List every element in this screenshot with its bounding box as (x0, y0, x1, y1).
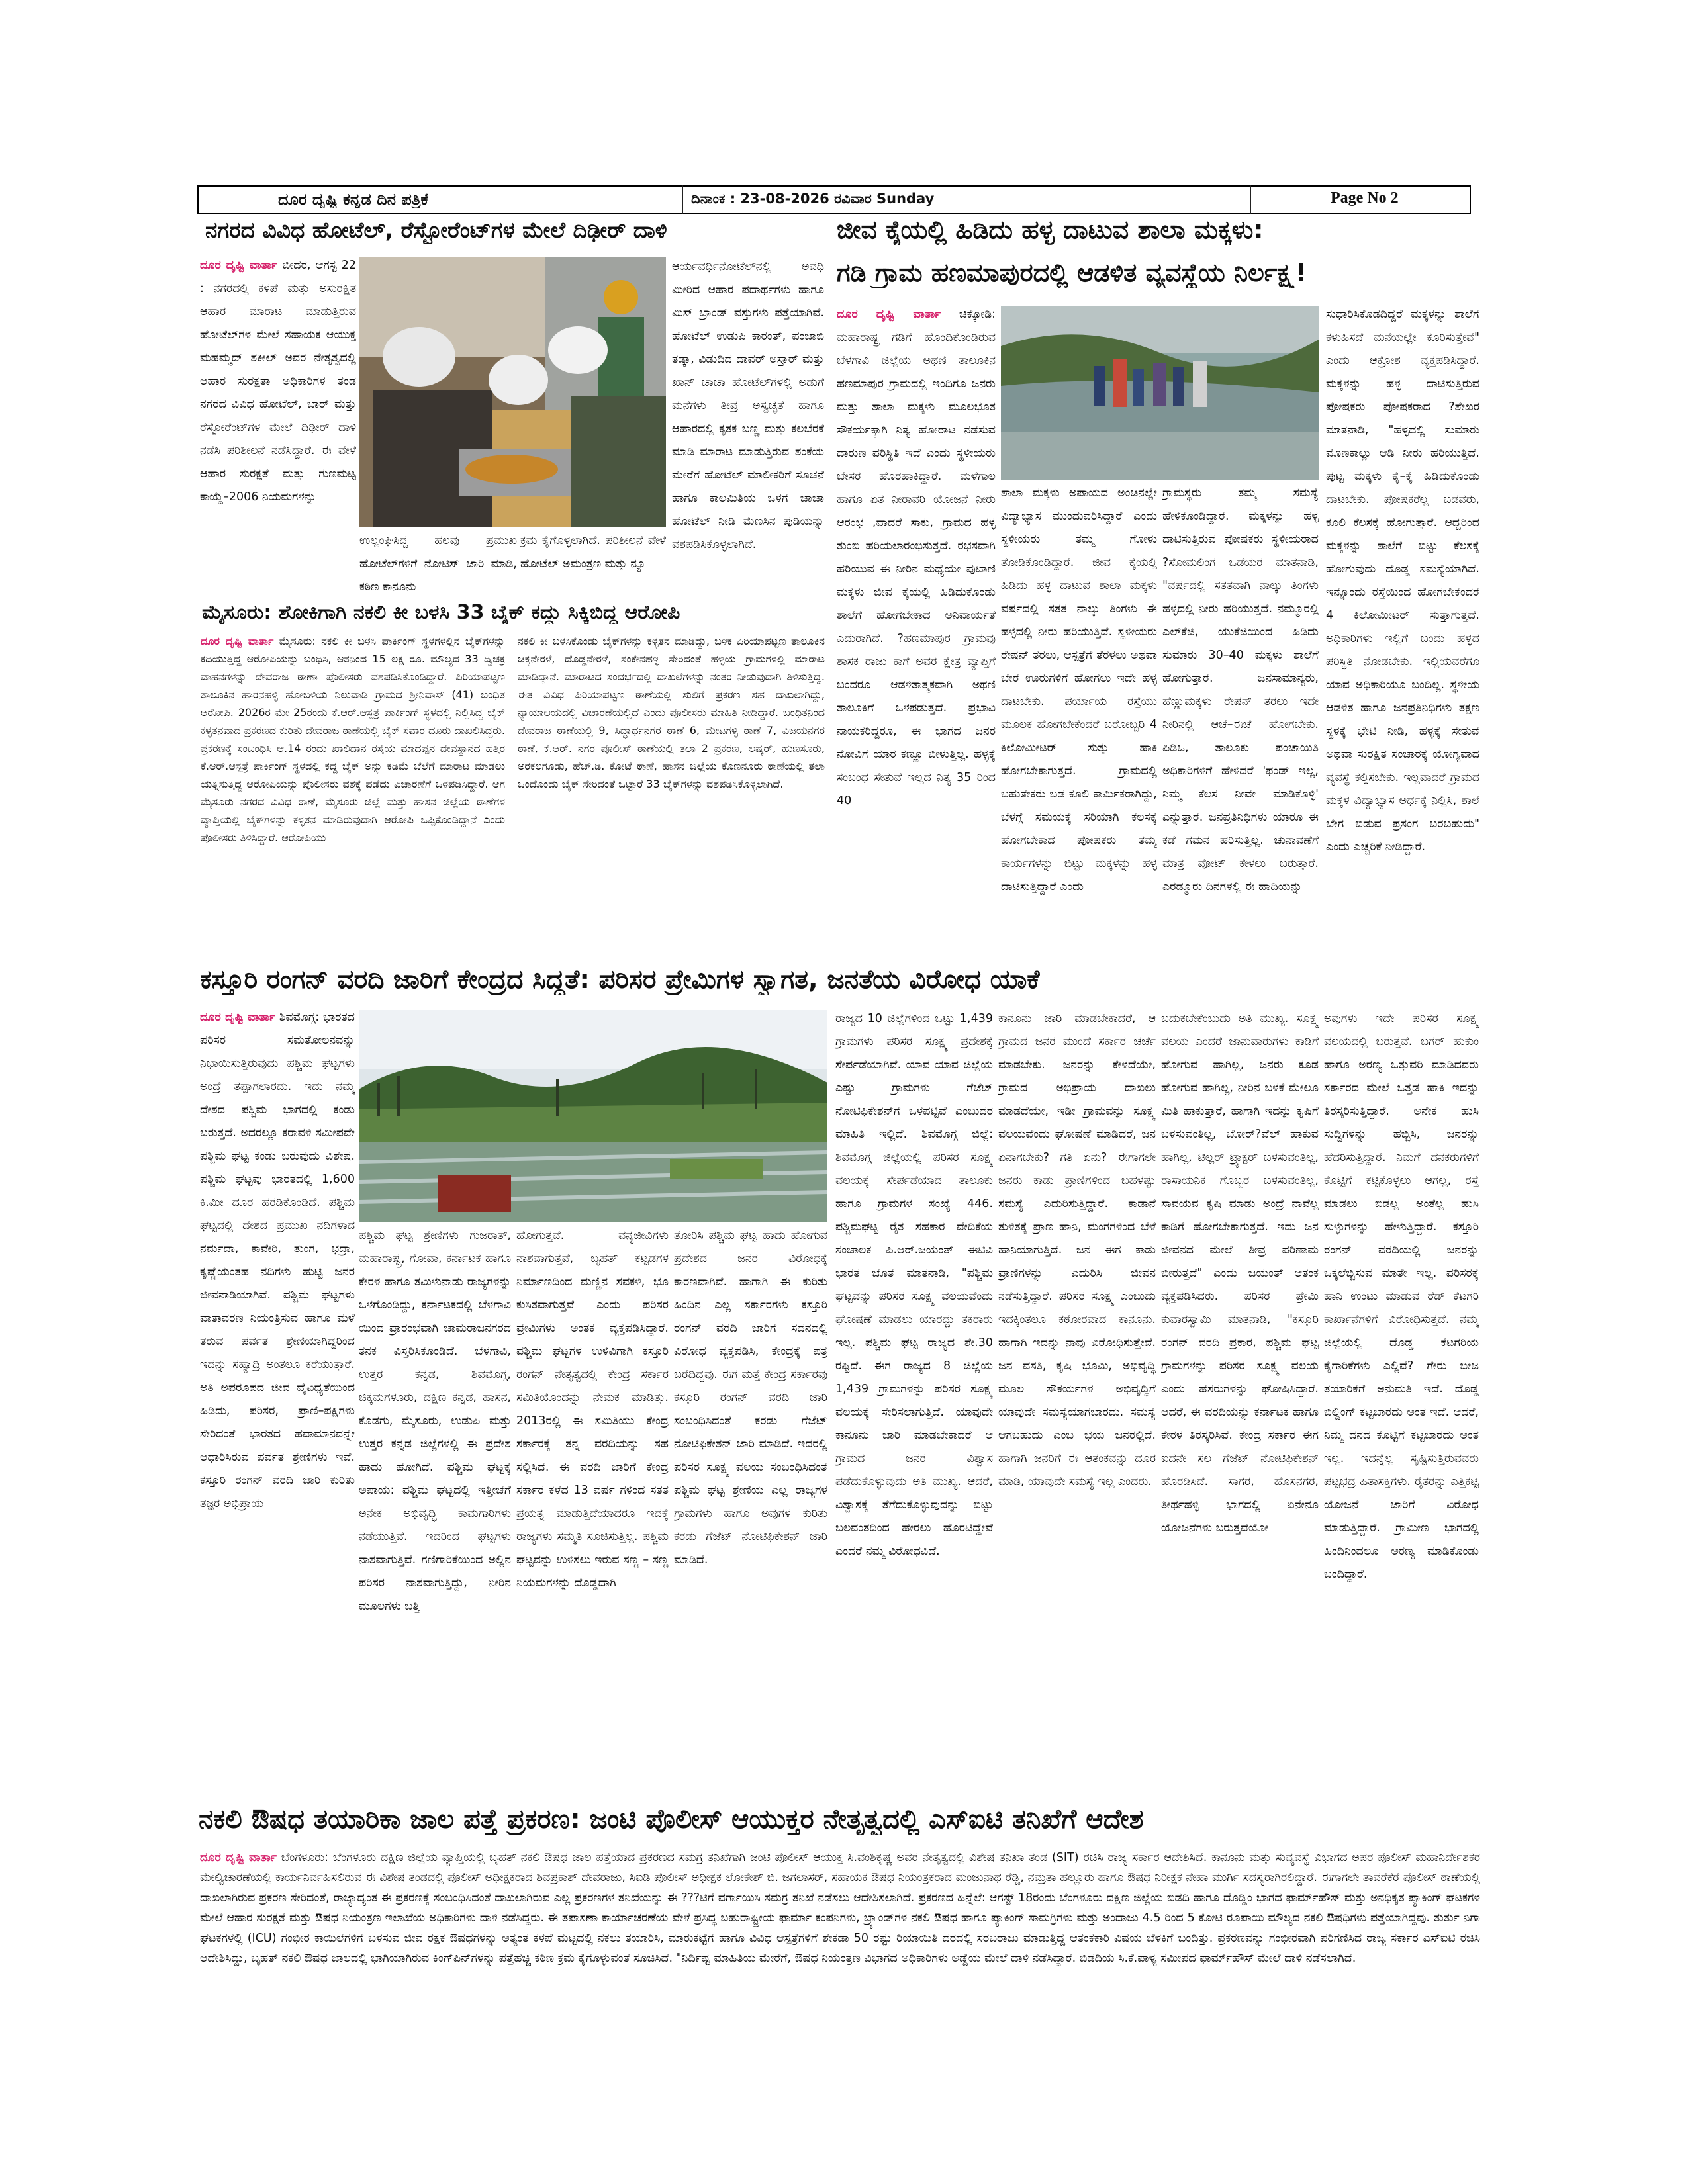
headline-bike-theft: ಮೈಸೂರು: ಶೋಕಿಗಾಗಿ ನಕಲಿ ಕೀ ಬಳಸಿ 33 ಬೈಕ್ ಕದ್ದು ಸಿಕ್ಕಿಬಿದ್ದ ಆರೋಪಿ (202, 601, 680, 624)
masthead-divider-1 (682, 185, 683, 214)
article1-col3: ಕ್ರಮ ಕೈಗೊಳ್ಳಲಾಗಿದೆ. ಪರಿಶೀಲನೆ ವೇಳೆ ಹೋಟೆಲ್ ಅಮಂತ್ರಣ ಮತ್ತು ನ್ಯೂ (520, 534, 666, 570)
article4-col1: ದೂರ ದೃಷ್ಟಿ ವಾರ್ತಾ ಶಿವಮೊಗ್ಗ: ಭಾರತದ ಪರಿಸರ ಸಮತೋಲನವನ್ನು ನಿಭಾಯಿಸುತ್ತಿರುವುದು ಪಶ್ಚಿಮ ಘಟ್ಟಗಳು ಅಂದ್ರೆ ತಪ್ಪಾಗಲಾರದು. ಇದು ನಮ್ಮ ದೇಶದ ಪಶ್ಚಿಮ ಭಾಗದಲ್ಲಿ ಕಂಡು ಬರುತ್ತದೆ. ಅದರಲ್ಲೂ ಕರಾವಳಿ ಸಮೀಪವೇ ಪಶ್ಚಿಮ ಘಟ್ಟ ಕಂಡು ಬರುವುದು ವಿಶೇಷ. ಪಶ್ಚಿಮ ಘಟ್ಟವು ಭಾರತದಲ್ಲಿ 1,600 ಕಿ.ಮೀ ದೂರ ಹರಡಿಕೊಂಡಿದೆ. ಪಶ್ಚಿಮ ಘಟ್ಟದಲ್ಲಿ ದೇಶದ ಪ್ರಮುಖ ನದಿಗಳಾದ ನರ್ಮದಾ, ಕಾವೇರಿ, ತುಂಗ, ಭದ್ರಾ, ಕೃಷ್ಣೆಯಂತಹ ನದಿಗಳು ಹುಟ್ಟಿ ಜನರ ಜೀವನಾಡಿಯಾಗಿವೆ. ಪಶ್ಚಿಮ ಘಟ್ಟಗಳು ವಾತಾವರಣ ನಿಯಂತ್ರಿಸುವ ಹಾಗೂ ಮಳೆ ತರುವ ಪರ್ವತ ಶ್ರೇಣಿಯಾಗಿದ್ದರಿಂದ ಇದನ್ನು ಸಹ್ಯಾದ್ರಿ ಅಂತಲೂ ಕರೆಯುತ್ತಾರೆ. ಅತಿ ಅಪರೂಪದ ಜೀವ ವೈವಿಧ್ಯತೆಯಿಂದ ಹಿಡಿದು, ಪರಿಸರ, ಪ್ರಾಣಿ–ಪಕ್ಷಿಗಳು ಸೇರಿದಂತೆ ಭಾರತದ ಹವಾಮಾನವನ್ನೇ ಆಧಾರಿಸಿರುವ ಪರ್ವತ ಶ್ರೇಣಿಗಳು ಇವೆ. ಕಸ್ತೂರಿ ರಂಗನ್ ವರದಿ ಜಾರಿ ಕುರಿತು ತಜ್ಞರ ಅಭಿಪ್ರಾಯ (200, 1011, 355, 1510)
headline-hotel-raid: ನಗರದ ವಿವಿಧ ಹೋಟೆಲ್, ರೆಸ್ಟೋರೆಂಟ್‌ಗಳ ಮೇಲೆ ದಿಢೀರ್ ದಾಳಿ (205, 217, 667, 243)
article4-col2: ಪಶ್ಚಿಮ ಘಟ್ಟ ಶ್ರೇಣಿಗಳು ಗುಜರಾತ್, ಮಹಾರಾಷ್ಟ್ರ, ಗೋವಾ, ಕರ್ನಾಟಕ ಹಾಗೂ ಕೇರಳ ಹಾಗೂ ತಮಿಳುನಾಡು ರಾಜ್ಯಗಳನ್ನು ಒಳಗೊಂಡಿದ್ದು, ಕರ್ನಾಟಕದಲ್ಲಿ ಬೆಳಗಾವಿ ಯಿಂದ ಪ್ರಾರಂಭವಾಗಿ ಚಾಮರಾಜನಗರದ ತನಕ ವಿಸ್ತರಿಸಿಕೊಂಡಿದೆ. ಬೆಳಗಾವಿ, ಉತ್ತರ ಕನ್ನಡ, ಶಿವಮೊಗ್ಗ, ಚಿಕ್ಕಮಗಳೂರು, ದಕ್ಷಿಣ ಕನ್ನಡ, ಹಾಸನ, ಕೊಡಗು, ಮೈಸೂರು, ಉಡುಪಿ ಮತ್ತು ಉತ್ತರ ಕನ್ನಡ ಜಿಲ್ಲೆಗಳಲ್ಲಿ ಈ ಪ್ರದೇಶ ಹಾದು ಹೋಗಿದೆ. ಪಶ್ಚಿಮ ಘಟ್ಟಕ್ಕೆ ಅಪಾಯ: ಪಶ್ಚಿಮ ಘಟ್ಟದಲ್ಲಿ ಇತ್ತೀಚೆಗೆ ಅನೇಕ ಅಭಿವೃದ್ಧಿ ಕಾಮಗಾರಿಗಳು ನಡೆಯುತ್ತಿವೆ. ಇದರಿಂದ ಘಟ್ಟಗಳು ನಾಶವಾಗುತ್ತಿವೆ. ಗಣಿಗಾರಿಕೆಯಿಂದ ಅಲ್ಲಿನ ಪರಿಸರ ನಾಶವಾಗುತ್ತಿದ್ದು, ನೀರಿನ ಮೂಲಗಳು ಬತ್ತಿ (359, 1229, 511, 1613)
article3-col3: ಗ್ರಾಮಸ್ಥರು ತಮ್ಮ ಸಮಸ್ಯೆ ಹೇಳಿಕೊಂಡಿದ್ದಾರೆ. ಮಕ್ಕಳನ್ನು ಹಳ್ಳ ದಾಟಿಸುತ್ತಿರುವ ಪೋಷಕರು ಸ್ಥಳೀಯರಾದ ?ಸೋಮಲಿಂಗ ಒಡೆಯರ ಮಾತನಾಡಿ, "ವರ್ಷದಲ್ಲಿ ಸತತವಾಗಿ ನಾಲ್ಕು ತಿಂಗಳು ಹಳ್ಳದಲ್ಲಿ ನೀರು ಹರಿಯುತ್ತದೆ. ನಮ್ಮೂರಲ್ಲಿ ಎಲ್‌ಕೆಜಿ, ಯುಕೆಜಿಯಿಂದ ಹಿಡಿದು ಸುಮಾರು 30–40 ಮಕ್ಕಳು ಶಾಲೆಗೆ ಹೋಗುತ್ತಾರೆ. ಜನಸಾಮಾನ್ಯರು, ಹೆಣ್ಣುಮಕ್ಕಳು ರೇಷನ್ ತರಲು ಇದೇ ನೀರಿನಲ್ಲಿ ಆಚೆ–ಈಚೆ ಹೋಗಬೇಕು. ಪಿಡಿಒ, ತಾಲೂಕು ಪಂಚಾಯಿತಿ ಅಧಿಕಾರಿಗಳಿಗೆ ಹೇಳಿದರೆ 'ಫಂಡ್ ಇಲ್ಲ, ನಿಮ್ಮ ಕೆಲಸ ನೀವೇ ಮಾಡಿಕೊಳ್ಳಿ' ಎನ್ನುತ್ತಾರೆ. ಜನಪ್ರತಿನಿಧಿಗಳು ಯಾರೂ ಈ ಕಡೆ ಗಮನ ಹರಿಸುತ್ತಿಲ್ಲ. ಚುನಾವಣೆಗೆ ಮಾತ್ರ ವೋಟ್ ಕೇಳಲು ಬರುತ್ತಾರೆ. ಎರಡ್ಮೂರು ದಿನಗಳಲ್ಲಿ ಈ ಹಾದಿಯನ್ನು (1162, 486, 1319, 893)
article1-col4: ಆರ್ಯವರ್ಧಿನೋಟೆಲ್‌ನಲ್ಲಿ ಅವಧಿ ಮೀರಿದ ಆಹಾರ ಪದಾರ್ಥಗಳು ಹಾಗೂ ಮಿಸ್ ಬ್ರಾಂಡ್ ವಸ್ತುಗಳು ಪತ್ತೆಯಾಗಿವೆ. ಹೋಟೆಲ್ ಉಡುಪಿ ಕಾರಂತ್, ಪಂಜಾಬಿ ತಡ್ಕಾ, ವಿಡುದಿದ ದಾವರ್ ಅಸ್ತಾರ್ ಮತ್ತು ಖಾನ್ ಚಾಚಾ ಹೋಟೆಲ್‌ಗಳಲ್ಲಿ ಅಡುಗೆ ಮನೆಗಳು ತೀವ್ರ ಅಸ್ವಚ್ಛತೆ ಹಾಗೂ ಆಹಾರದಲ್ಲಿ ಕೃತಕ ಬಣ್ಣ ಮತ್ತು ಕಲಬೆರಕೆ ಮಾಡಿ ಮಾರಾಟ ಮಾಡುತ್ತಿರುವ ಶಂಕೆಯ ಮೇರೆಗೆ ಹೋಟೆಲ್ ಮಾಲೀಕರಿಗೆ ಸೂಚನೆ ಹಾಗೂ ಕಾಲಮಿತಿಯ ಒಳಗೆ ಚಾಚಾ ಹೋಟೆಲ್ ನೀಡಿ ಮೆಣಸಿನ ಪುಡಿಯನ್ನು ವಶಪಡಿಸಿಕೊಳ್ಳಲಾಗಿದೆ. (672, 260, 824, 551)
headline-school-children-line1: ಜೀವ ಕೈಯಲ್ಲಿ ಹಿಡಿದು ಹಳ್ಳ ದಾಟುವ ಶಾಲಾ ಮಕ್ಕಳು: (837, 215, 1264, 244)
article3-col1: ದೂರ ದೃಷ್ಟಿ ವಾರ್ತಾ ಚಿಕ್ಕೋಡಿ: ಮಹಾರಾಷ್ಟ್ರ ಗಡಿಗೆ ಹೊಂದಿಕೊಂಡಿರುವ ಬೆಳಗಾವಿ ಜಿಲ್ಲೆಯ ಅಥಣಿ ತಾಲೂಕಿನ ಹಣಮಾಪುರ ಗ್ರಾಮದಲ್ಲಿ ಇಂದಿಗೂ ಜನರು ಮತ್ತು ಶಾಲಾ ಮಕ್ಕಳು ಮೂಲಭೂತ ಸೌಕರ್ಯಕ್ಕಾಗಿ ನಿತ್ಯ ಹೋರಾಟ ನಡೆಸುವ ದಾರುಣ ಪರಿಸ್ಥಿತಿ ಇದೆ ಎಂದು ಸ್ಥಳೀಯರು ಬೇಸರ ಹೊರಹಾಕಿದ್ದಾರೆ. ಮಳೆಗಾಲ ಹಾಗೂ ಏತ ನೀರಾವರಿ ಯೋಜನೆ ನೀರು ಆರಂಭ ,ವಾದರೆ ಸಾಕು, ಗ್ರಾಮದ ಹಳ್ಳ ತುಂಬಿ ಹರಿಯಲಾರಂಭಿಸುತ್ತದೆ. ರಭಸವಾಗಿ ಹರಿಯುವ ಈ ನೀರಿನ ಮಧ್ಯೆಯೇ ಪುಟಾಣಿ ಮಕ್ಕಳು ಜೀವ ಕೈಯಲ್ಲಿ ಹಿಡಿದುಕೊಂಡು ಶಾಲೆಗೆ ಹೋಗಬೇಕಾದ ಅನಿವಾರ್ಯತೆ ಎದುರಾಗಿದೆ. ?ಹಣಮಾಪುರ ಗ್ರಾಮವು ಶಾಸಕ ರಾಜು ಕಾಗೆ ಅವರ ಕ್ಷೇತ್ರ ವ್ಯಾಪ್ತಿಗೆ ಬಂದರೂ ಆಡಳಿತಾತ್ಮಕವಾಗಿ ಅಥಣಿ ತಾಲೂಕಿಗೆ ಒಳಪಡುತ್ತದೆ. ಪ್ರಭಾವಿ ನಾಯಕರಿದ್ದರೂ, ಈ ಭಾಗದ ಜನರ ನೋವಿಗೆ ಯಾರ ಕಣ್ಣೂ ಬೀಳುತ್ತಿಲ್ಲ. ಹಳ್ಳಕ್ಕೆ ಸಂಬಂಧ ಸೇತುವೆ ಇಲ್ಲದ ನಿತ್ಯ 35 ರಿಂದ 40 (837, 308, 996, 807)
photo-hotel-inspection (359, 257, 666, 527)
article4-col5: ರಾಜ್ಯದ 10 ಜಿಲ್ಲೆಗಳಿಂದ ಒಟ್ಟು 1,439 ಗ್ರಾಮಗಳು ಪರಿಸರ ಸೂಕ್ಷ್ಮ ಪ್ರದೇಶಕ್ಕೆ ಸೇರ್ಪಡೆಯಾಗಿವೆ. ಯಾವ ಯಾವ ಜಿಲ್ಲೆಯ ಎಷ್ಟು ಗ್ರಾಮಗಳು ಗೆಜೆಟ್ ನೋಟಿಫಿಕೇಶನ್‌ಗೆ ಒಳಪಟ್ಟಿವೆ ಎಂಬುದರ ಮಾಹಿತಿ ಇಲ್ಲಿದೆ. ಶಿವಮೊಗ್ಗ ಜಿಲ್ಲೆ: ಶಿವಮೊಗ್ಗ ಜಿಲ್ಲೆಯಲ್ಲಿ ಪರಿಸರ ಸೂಕ್ಷ್ಮ ವಲಯಕ್ಕೆ ಸೇರ್ಪಡೆಯಾದ ತಾಲೂಕು ಹಾಗೂ ಗ್ರಾಮಗಳ ಸಂಖ್ಯೆ 446. ಪಶ್ಚಿಮಘಟ್ಟ ರೈತ ಸಹಕಾರ ವೇದಿಕೆಯ ಸಂಚಾಲಕ ಪಿ.ಆರ್.ಜಯಂತ್ ಈಟಿವಿ ಭಾರತ ಜೊತೆ ಮಾತನಾಡಿ, "ಪಶ್ಚಿಮ ಘಟ್ಟವನ್ನು ಪರಿಸರ ಸೂಕ್ಷ್ಮ ವಲಯವೆಂದು ಘೋಷಣೆ ಮಾಡಲು ಯಾರದ್ದು ತಕರಾರು ಇಲ್ಲ. ಪಶ್ಚಿಮ ಘಟ್ಟ ರಾಜ್ಯದ ಶೇ.30 ರಷ್ಟಿದೆ. ಈಗ ರಾಜ್ಯದ 8 ಜಿಲ್ಲೆಯ 1,439 ಗ್ರಾಮಗಳನ್ನು ಪರಿಸರ ಸೂಕ್ಷ್ಮ ವಲಯಕ್ಕೆ ಸೇರಿಸಲಾಗುತ್ತಿದೆ. ಯಾವುದೇ ಕಾನೂನು ಜಾರಿ ಮಾಡಬೇಕಾದರೆ ಆ ಗ್ರಾಮದ ಜನರ ವಿಶ್ವಾಸ ಪಡೆದುಕೊಳ್ಳುವುದು ಅತಿ ಮುಖ್ಯ. ಆದರೆ, ವಿಶ್ವಾಸಕ್ಕೆ ತೆಗೆದುಕೊಳ್ಳುವುದನ್ನು ಬಿಟ್ಟು ಬಲವಂತದಿಂದ ಹೇರಲು ಹೊರಟಿದ್ದೇವೆ ಎಂದರೆ ನಮ್ಮ ವಿರೋಧವಿದೆ. (835, 1012, 993, 1558)
article4-col8: ಅವುಗಳು ಇದೇ ಪರಿಸರ ಸೂಕ್ಷ್ಮ ವಲಯದಲ್ಲಿ ಬರುತ್ತವೆ. ಬಗರ್ ಹುಕುಂ ಹಾಗೂ ಅರಣ್ಯ ಒತ್ತುವರಿ ಮಾಡಿದವರು ಸರ್ಕಾರದ ಮೇಲೆ ಒತ್ತಡ ಹಾಕಿ ಇದನ್ನು ತಿರಸ್ಕರಿಸುತ್ತಿದ್ದಾರೆ. ಅನೇಕ ಹುಸಿ ಸುದ್ದಿಗಳನ್ನು ಹಬ್ಬಿಸಿ, ಜನರನ್ನು ಹೆದರಿಸುತ್ತಿದ್ದಾರೆ. ನಿಮಗೆ ದನಕರುಗಳಿಗೆ ಕೊಟ್ಟಿಗೆ ಕಟ್ಟಿಕೊಳ್ಳಲು ಆಗಲ್ಲ, ರಸ್ತೆ ಮಾಡಲು ಬಿಡಲ್ಲ ಅಂತೆಲ್ಲ ಹುಸಿ ಸುಳ್ಳುಗಳನ್ನು ಹೇಳುತ್ತಿದ್ದಾರೆ. ಕಸ್ತೂರಿ ರಂಗನ್ ವರದಿಯಲ್ಲಿ ಜನರನ್ನು ಒಕ್ಕಲೆಬ್ಬಿಸುವ ಮಾತೇ ಇಲ್ಲ. ಪರಿಸರಕ್ಕೆ ಹಾನಿ ಉಂಟು ಮಾಡುವ ರೆಡ್ ಕೆಟಗರಿ ಕಾರ್ಖಾನೆಗಳಿಗೆ ವಿರೋಧಿಸುತ್ತದೆ. ನಮ್ಮ ಜಿಲ್ಲೆಯಲ್ಲಿ ದೊಡ್ಡ ಕೆಟಗರಿಯ ಕೈಗಾರಿಕೆಗಳು ಎಲ್ಲಿವೆ? ಗೇರು ಬೀಜ ತಯಾರಿಕೆಗೆ ಅನುಮತಿ ಇದೆ. ದೊಡ್ಡ ಬಿಲ್ಡಿಂಗ್ ಕಟ್ಟಬಾರದು ಅಂತ ಇದೆ. ಆದರೆ, ನಿಮ್ಮ ದನದ ಕೊಟ್ಟಿಗೆ ಕಟ್ಟಬಾರದು ಅಂತ ಇಲ್ಲ. ಇದನ್ನೆಲ್ಲ ಸೃಷ್ಟಿಸುತ್ತಿರುವವರು ಪಟ್ಟಭದ್ರ ಹಿತಾಸಕ್ತಿಗಳು. ರೈತರನ್ನು ಎತ್ತಿಕಟ್ಟಿ ಯೋಜನೆ ಜಾರಿಗೆ ವಿರೋಧ ಮಾಡುತ್ತಿದ್ದಾರೆ. ಗ್ರಾಮೀಣ ಭಾಗದಲ್ಲಿ ಹಿಂದಿನಿಂದಲೂ ಅರಣ್ಯ ಮಾಡಿಕೊಂಡು ಬಂದಿದ್ದಾರೆ. (1324, 1012, 1479, 1581)
paper-name: ದೂರ ದೃಷ್ಟಿ ಕನ್ನಡ ದಿನ ಪತ್ರಿಕೆ (278, 190, 429, 208)
article3-col2: ಶಾಲಾ ಮಕ್ಕಳು ಅಪಾಯದ ಅಂಚಿನಲ್ಲೇ ವಿದ್ಯಾಭ್ಯಾಸ ಮುಂದುವರಿಸಿದ್ದಾರೆ ಎಂದು ಸ್ಥಳೀಯರು ತಮ್ಮ ಗೋಳು ತೋಡಿಕೊಂಡಿದ್ದಾರೆ. ಜೀವ ಕೈಯಲ್ಲಿ ಹಿಡಿದು ಹಳ್ಳ ದಾಟುವ ಶಾಲಾ ಮಕ್ಕಳು ವರ್ಷದಲ್ಲಿ ಸತತ ನಾಲ್ಕು ತಿಂಗಳು ಈ ಹಳ್ಳದಲ್ಲಿ ನೀರು ಹರಿಯುತ್ತಿದೆ. ಸ್ಥಳೀಯರು ರೇಷನ್ ತರಲು, ಆಸ್ಪತ್ರೆಗೆ ತೆರಳಲು ಅಥವಾ ಬೇರೆ ಊರುಗಳಿಗೆ ಹೋಗಲು ಇದೇ ಹಳ್ಳ ದಾಟಬೇಕು. ಪರ್ಯಾಯ ರಸ್ತೆಯು ಮೂಲಕ ಹೋಗಬೇಕೆಂದರೆ ಬರೋಬ್ಬರಿ 4 ಕಿಲೋಮೀಟರ್ ಸುತ್ತು ಹಾಕಿ ಹೋಗಬೇಕಾಗುತ್ತದೆ. ಗ್ರಾಮದಲ್ಲಿ ಬಹುತೇಕರು ಬಡ ಕೂಲಿ ಕಾರ್ಮಿಕರಾಗಿದ್ದು, ಬೆಳಗ್ಗೆ ಸಮಯಕ್ಕೆ ಸರಿಯಾಗಿ ಕೆಲಸಕ್ಕೆ ಹೋಗಬೇಕಾದ ಪೋಷಕರು ತಮ್ಮ ಕಾರ್ಯಗಳನ್ನು ಬಿಟ್ಟು ಮಕ್ಕಳನ್ನು ಹಳ್ಳ ದಾಟಿಸುತ್ತಿದ್ದಾರೆ ಎಂದು (1001, 486, 1157, 893)
headline-school-children-line2: ಗಡಿ ಗ್ರಾಮ ಹಣಮಾಪುರದಲ್ಲಿ ಆಡಳಿತ ವ್ಯವಸ್ಥೆಯ ನಿರ್ಲಕ್ಷ್ಯ! (837, 258, 1307, 287)
article3-col4: ಸುಧಾರಿಸಿಕೊಡದಿದ್ದರೆ ಮಕ್ಕಳನ್ನು ಶಾಲೆಗೆ ಕಳುಹಿಸದೆ ಮನೆಯಲ್ಲೇ ಕೂರಿಸುತ್ತೇವೆ" ಎಂದು ಆಕ್ರೋಶ ವ್ಯಕ್ತಪಡಿಸಿದ್ದಾರೆ. ಮಕ್ಕಳನ್ನು ಹಳ್ಳ ದಾಟಿಸುತ್ತಿರುವ ಪೋಷಕರು ಪೋಷಕರಾದ ?ಶೇಖರ ಮಾತನಾಡಿ, "ಹಳ್ಳದಲ್ಲಿ ಸುಮಾರು ಮೊಣಕಾಲ್ಲು ಆಡಿ ನೀರು ಹರಿಯುತ್ತಿದೆ. ಪುಟ್ಟ ಮಕ್ಕಳು ಕೈ–ಕೈ ಹಿಡಿದುಕೊಂಡು ದಾಟಬೇಕು. ಪೋಷಕರೆಲ್ಲ ಬಡವರು, ಕೂಲಿ ಕೆಲಸಕ್ಕೆ ಹೋಗುತ್ತಾರೆ. ಆದ್ದರಿಂದ ಮಕ್ಕಳನ್ನು ಶಾಲೆಗೆ ಬಿಟ್ಟು ಕೆಲಸಕ್ಕೆ ಹೋಗುವುದು ದೊಡ್ಡ ಸಮಸ್ಯೆಯಾಗಿದೆ. ಇನ್ನೊಂದು ರಸ್ತೆಯಿಂದ ಹೋಗಬೇಕೆಂದರೆ 4 ಕಿಲೋಮೀಟರ್ ಸುತ್ತಾಗುತ್ತದೆ. ಅಧಿಕಾರಿಗಳು ಇಲ್ಲಿಗೆ ಬಂದು ಹಳ್ಳದ ಪರಿಸ್ಥಿತಿ ನೋಡಬೇಕು. ಇಲ್ಲಿಯವರೆಗೂ ಯಾವ ಅಧಿಕಾರಿಯೂ ಬಂದಿಲ್ಲ. ಸ್ಥಳೀಯ ಆಡಳಿತ ಹಾಗೂ ಜನಪ್ರತಿನಿಧಿಗಳು ತಕ್ಷಣ ಸ್ಥಳಕ್ಕೆ ಭೇಟಿ ನೀಡಿ, ಹಳ್ಳಕ್ಕೆ ಸೇತುವೆ ಅಥವಾ ಸುರಕ್ಷಿತ ಸಂಚಾರಕ್ಕೆ ಯೋಗ್ಯವಾದ ವ್ಯವಸ್ಥೆ ಕಲ್ಪಿಸಬೇಕು. ಇಲ್ಲವಾದರೆ ಗ್ರಾಮದ ಮಕ್ಕಳ ವಿದ್ಯಾಭ್ಯಾಸ ಅರ್ಧಕ್ಕೆ ನಿಲ್ಲಿಸಿ, ಶಾಲೆ ಬೇಗ ಬಿಡುವ ಪ್ರಸಂಗ ಬರಬಹುದು" ಎಂದು ಎಚ್ಚರಿಕೆ ನೀಡಿದ್ದಾರೆ. (1326, 308, 1479, 854)
issue-date: ದಿನಾಂಕ : 23-08-2026 ರವಿವಾರ Sunday (691, 191, 935, 206)
article4-col3: ಹೋಗುತ್ತವೆ. ವನ್ಯಜೀವಿಗಳು ನಾಶವಾಗುತ್ತವೆ, ಬೃಹತ್ ಕಟ್ಟಡಗಳ ನಿರ್ಮಾಣದಿಂದ ಮಣ್ಣಿನ ಸವಕಳಿ, ಭೂ ಕುಸಿತವಾಗುತ್ತವೆ ಎಂದು ಪರಿಸರ ಪ್ರೇಮಿಗಳು ಅಂತಕ ವ್ಯಕ್ತಪಡಿಸಿದ್ದಾರೆ. ಪಶ್ಚಿಮ ಘಟ್ಟಗಳ ಉಳಿವಿಗಾಗಿ ಕಸ್ತೂರಿ ರಂಗನ್ ನೇತೃತ್ವದಲ್ಲಿ ಕೇಂದ್ರ ಸರ್ಕಾರ ಸಮಿತಿಯೊಂದನ್ನು ನೇಮಕ ಮಾಡಿತ್ತು. 2013ರಲ್ಲಿ ಈ ಸಮಿತಿಯು ಕೇಂದ್ರ ಸರ್ಕಾರಕ್ಕೆ ತನ್ನ ವರದಿಯನ್ನು ಸಹ ಸಲ್ಲಿಸಿದೆ. ಈ ವರದಿ ಜಾರಿಗೆ ಕೇಂದ್ರ ಸರ್ಕಾರ ಕಳೆದ 13 ವರ್ಷ ಗಳಿಂದ ಸತತ ಪ್ರಯತ್ನ ಮಾಡುತ್ತಿದೆಯಾದರೂ ಇದಕ್ಕೆ ರಾಜ್ಯಗಳು ಸಮ್ಮತಿ ಸೂಚಿಸುತ್ತಿಲ್ಲ. ಪಶ್ಚಿಮ ಘಟ್ಟವನ್ನು ಉಳಿಸಲು ಇರುವ ಸಣ್ಣ – ಸಣ್ಣ ನಿಯಮಗಳನ್ನು ದೊಡ್ಡದಾಗಿ (516, 1229, 669, 1590)
article4-col4: ತೋರಿಸಿ ಪಶ್ಚಿಮ ಘಟ್ಟ ಹಾದು ಹೋಗುವ ಪ್ರದೇಶದ ಜನರ ವಿರೋಧಕ್ಕೆ ಕಾರಣವಾಗಿವೆ. ಹಾಗಾಗಿ ಈ ಕುರಿತು ಹಿಂದಿನ ಎಲ್ಲ ಸರ್ಕಾರಗಳು ಕಸ್ತೂರಿ ರಂಗನ್ ವರದಿ ಜಾರಿಗೆ ಸದನದಲ್ಲಿ ವಿರೋಧ ವ್ಯಕ್ತಪಡಿಸಿ, ಕೇಂದ್ರಕ್ಕೆ ಪತ್ರ ಬರೆದಿದ್ದವು. ಈಗ ಮತ್ತೆ ಕೇಂದ್ರ ಸರ್ಕಾರವು ಕಸ್ತೂರಿ ರಂಗನ್ ವರದಿ ಜಾರಿ ಸಂಬಂಧಿಸಿದಂತೆ ಕರಡು ಗೆಜೆಟ್ ನೋಟಿಫಿಕೇಶನ್ ಜಾರಿ ಮಾಡಿದೆ. ಇದರಲ್ಲಿ ಪರಿಸರ ಸೂಕ್ಷ್ಮ ವಲಯ ಸಂಬಂಧಿಸಿದಂತೆ ಪಶ್ಚಿಮ ಘಟ್ಟ ಶ್ರೇಣಿಯ ಎಲ್ಲ ರಾಜ್ಯಗಳ ಗ್ರಾಮಗಳು ಹಾಗೂ ಅವುಗಳ ಕುರಿತು ಕರಡು ಗೆಜೆಟ್ ನೋಟಿಫಿಕೇಶನ್ ಜಾರಿ ಮಾಡಿದೆ. (674, 1229, 827, 1567)
article2-col1: ದೂರ ದೃಷ್ಟಿ ವಾರ್ತಾ ಮೈಸೂರು: ನಕಲಿ ಕೀ ಬಳಸಿ ಪಾರ್ಕಿಂಗ್ ಸ್ಥಳಗಳಲ್ಲಿನ ಬೈಕ್‌ಗಳನ್ನು ಕದಿಯುತ್ತಿದ್ದ ಆರೋಪಿಯನ್ನು ಬಂಧಿಸಿ, ಆತನಿಂದ 15 ಲಕ್ಷ ರೂ. ಮೌಲ್ಯದ 33 ದ್ವಿಚಕ್ರ ವಾಹನಗಳನ್ನು ದೇವರಾಜ ಠಾಣಾ ಪೊಲೀಸರು ವಶಪಡಿಸಿಕೊಂಡಿದ್ದಾರೆ. ಪಿರಿಯಾಪಟ್ಟಣ ತಾಲೂಕಿನ ಹಾರನಹಳ್ಳಿ ಹೋಬಳಿಯ ನಿಲುವಾಡಿ ಗ್ರಾಮದ ಶ್ರೀನಿವಾಸ್ (41) ಬಂಧಿತ ಆರೋಪಿ. 2026ರ ಮೇ 25ರಂದು ಕೆ.ಆರ್.ಆಸ್ಪತ್ರೆ ಪಾರ್ಕಿಂಗ್ ಸ್ಥಳದಲ್ಲಿ ನಿಲ್ಲಿಸಿದ್ದ ಬೈಕ್ ಕಳ್ಳತನವಾದ ಪ್ರಕರಣದ ಕುರಿತು ದೇವರಾಜ ಠಾಣೆಯಲ್ಲಿ ಬೈಕ್ ಸವಾರ ದೂರು ದಾಖಲಿಸಿದ್ದರು. ಪ್ರಕರಣಕ್ಕೆ ಸಂಬಂಧಿಸಿ ಆ.14 ರಂದು ಖಾಲಿದಾನ ರಸ್ತೆಯ ಮಾದಪ್ಪನ ದೇವಸ್ಥಾನದ ಹತ್ತಿರ ಕೆ.ಆರ್.ಆಸ್ಪತ್ರೆ ಪಾರ್ಕಿಂಗ್ ಸ್ಥಳದಲ್ಲಿ ಕದ್ದ ಬೈಕ್ ಅನ್ನು ಕಡಿಮೆ ಬೆಲೆಗೆ ಮಾರಾಟ ಮಾಡಲು ಯತ್ನಿಸುತ್ತಿದ್ದ ಆರೋಪಿಯನ್ನು ಪೊಲೀಸರು ವಶಕ್ಕೆ ಪಡೆದು ವಿಚಾರಣೆಗೆ ಒಳಪಡಿಸಿದ್ದಾರೆ. ಆಗ ಮೈಸೂರು ನಗರದ ವಿವಿಧ ಠಾಣೆ, ಮೈಸೂರು ಜಿಲ್ಲೆ ಮತ್ತು ಹಾಸನ ಜಿಲ್ಲೆಯ ಠಾಣೆಗಳ ವ್ಯಾಪ್ತಿಯಲ್ಲಿ ಬೈಕ್‌ಗಳನ್ನು ಕಳ್ಳತನ ಮಾಡಿರುವುದಾಗಿ ಆರೋಪಿ ಒಪ್ಪಿಕೊಂಡಿದ್ದಾನೆ ಎಂದು ಪೊಲೀಸರು ತಿಳಿಸಿದ್ದಾರೆ. ಆರೋಪಿಯು (201, 635, 505, 844)
article5-body: ದೂರ ದೃಷ್ಟಿ ವಾರ್ತಾ ಬೆಂಗಳೂರು: ಬೆಂಗಳೂರು ದಕ್ಷಿಣ ಜಿಲ್ಲೆಯ ವ್ಯಾಪ್ತಿಯಲ್ಲಿ ಬೃಹತ್ ನಕಲಿ ಔಷಧ ಜಾಲ ಪತ್ತೆಯಾದ ಪ್ರಕರಣದ ಸಮಗ್ರ ತನಿಖೆಗಾಗಿ ಜಂಟಿ ಪೊಲೀಸ್ ಆಯುಕ್ತ ಸಿ.ವಂಶಿಕೃಷ್ಣ ಅವರ ನೇತೃತ್ವದಲ್ಲಿ ವಿಶೇಷ ತನಿಖಾ ತಂಡ (SIT) ರಚಿಸಿ ರಾಜ್ಯ ಸರ್ಕಾರ ಆದೇಶಿಸಿದೆ. ಕಾನೂನು ಮತ್ತು ಸುವ್ಯವಸ್ಥೆ ವಿಭಾಗದ ಅಪರ ಪೊಲೀಸ್ ಮಹಾನಿರ್ದೇಶಕರ ಮೇಲ್ವಿಚಾರಣೆಯಲ್ಲಿ ಕಾರ್ಯನಿರ್ವಹಿಸಲಿರುವ ಈ ವಿಶೇಷ ತಂಡದಲ್ಲಿ ಪೊಲೀಸ್ ಅಧೀಕ್ಷಕರಾದ ಶಿವಪ್ರಕಾಶ್ ದೇವರಾಜು, ಸಿಐಡಿ ಪೊಲೀಸ್ ಅಧೀಕ್ಷಕ ಲೋಕೇಶ್ ಬಿ. ಜಗಲಾಸರ್, ಸಹಾಯಕ ಔಷಧ ನಿಯಂತ್ರಕರಾದ ಮಂಜುನಾಥ ರೆಡ್ಡಿ, ನಮ್ರತಾ ಹಲ್ಲೂರು ಹಾಗೂ ಔಷಧ ನಿರೀಕ್ಷಕ ನೇಹಾ ಮುರ್ಗಿ ಸದಸ್ಯರಾಗಿರಲಿದ್ದಾರೆ. ಈಗಾಗಲೇ ತಾವರೆಕೆರೆ ಪೊಲೀಸ್ ಠಾಣೆಯಲ್ಲಿ ದಾಖಲಾಗಿರುವ ಪ್ರಕರಣ ಸೇರಿದಂತೆ, ರಾಜ್ಯಾದ್ಯಂತ ಈ ಪ್ರಕರಣಕ್ಕೆ ಸಂಬಂಧಿಸಿದಂತೆ ದಾಖಲಾಗಿರುವ ಎಲ್ಲ ಪ್ರಕರಣಗಳ ತನಿಖೆಯನ್ನು ಈ ???ಟಿಗೆ ವರ್ಗಾಯಿಸಿ ಸಮಗ್ರ ತನಿಖೆ ನಡೆಸಲು ಆದೇಶಿಸಲಾಗಿದೆ. ಪ್ರಕರಣದ ಹಿನ್ನೆಲೆ: ಆಗಸ್ಟ್ 18ರಂದು ಬೆಂಗಳೂರು ದಕ್ಷಿಣ ಜಿಲ್ಲೆಯ ಬಿಡದಿ ಹಾಗೂ ದೊಡ್ಡಿಂ ಭಾಗದ ಫಾರ್ಮ್‌ಹೌಸ್ ಮತ್ತು ಅನಧಿಕೃತ ಪ್ಯಾಕಿಂಗ್ ಘಟಕಗಳ ಮೇಲೆ ಆಹಾರ ಸುರಕ್ಷತೆ ಮತ್ತು ಔಷಧ ನಿಯಂತ್ರಣ ಇಲಾಖೆಯ ಅಧಿಕಾರಿಗಳು ದಾಳಿ ನಡೆಸಿದ್ದರು. ಈ ತಪಾಸಣಾ ಕಾರ್ಯಾಚರಣೆಯ ವೇಳೆ ಪ್ರಸಿದ್ಧ ಬಹುರಾಷ್ಟ್ರೀಯ ಫಾರ್ಮಾ ಕಂಪನಿಗಳು, ಬ್ರ್ಯಾಂಡ್‌ಗಳ ನಕಲಿ ಔಷಧ ಹಾಗೂ ಪ್ಯಾಕಿಂಗ್ ಸಾಮಗ್ರಿಗಳು ಮತ್ತು ಅಂದಾಜು 4.5 ರಿಂದ 5 ಕೋಟಿ ರೂಪಾಯಿ ಮೌಲ್ಯದ ನಕಲಿ ಔಷಧಿಗಳು ಪತ್ತೆಯಾಗಿದ್ದವು. ತುರ್ತು ನಿಗಾ ಘಟಕಗಳಲ್ಲಿ (ICU) ಗಂಭೀರ ಕಾಯಿಲೆಗಳಿಗೆ ಬಳಸುವ ಜೀವ ರಕ್ಷಕ ಔಷಧಗಳನ್ನು ಅತ್ಯಂತ ಕಳಪೆ ಮಟ್ಟದಲ್ಲಿ ನಕಲು ತಯಾರಿಸಿ, ಮಾರುಕಟ್ಟೆಗೆ ಹಾಗೂ ವಿವಿಧ ಆಸ್ಪತ್ರೆಗಳಿಗೆ ಶೇಕಡಾ 50 ರಷ್ಟು ರಿಯಾಯಿತಿ ದರದಲ್ಲಿ ಸರಬರಾಜು ಮಾಡುತ್ತಿದ್ದ ಆತಂಕಕಾರಿ ವಿಷಯ ಬೆಳಕಿಗೆ ಬಂದಿತ್ತು. ಪ್ರಕರಣವನ್ನು ಗಂಭೀರವಾಗಿ ಪರಿಗಣಿಸಿದ ರಾಜ್ಯ ಸರ್ಕಾರ ಎಸ್‌ಐಟಿ ರಚಿಸಿ ಆದೇಶಿಸಿದ್ದು, ಬೃಹತ್ ನಕಲಿ ಔಷಧ ಜಾಲದಲ್ಲಿ ಭಾಗಿಯಾಗಿರುವ ಕಿಂಗ್‌ಪಿನ್‌ಗಳನ್ನು ಪತ್ತೆಹಚ್ಚಿ ಕಠಿಣ ಕ್ರಮ ಕೈಗೊಳ್ಳುವಂತೆ ಸೂಚಿಸಿದೆ. "ನಿರ್ದಿಷ್ಟ ಮಾಹಿತಿಯ ಮೇರೆಗೆ, ಔಷಧ ನಿಯಂತ್ರಣ ವಿಭಾಗದ ಅಧಿಕಾರಿಗಳು ಅಡ್ಡೆಯ ಮೇಲೆ ದಾಳಿ ನಡೆಸಿದ್ದಾರೆ. ಬಿಡದಿಯ ಸಿ.ಕೆ.ಪಾಳ್ಯ ಸಮೀಪದ ಫಾರ್ಮ್‌ಹೌಸ್ ಮೇಲೆ ದಾಳಿ ನಡೆಸಲಾಗಿದೆ. (200, 1851, 1480, 1966)
article1-col2: ಉಲ್ಲಂಘಿಸಿದ್ದ ಹಲವು ಪ್ರಮುಖ ಹೋಟೆಲ್‌ಗಳಿಗೆ ನೋಟಿಸ್ ಜಾರಿ ಮಾಡಿ, ಕಠಿಣ ಕಾನೂನು (359, 534, 517, 594)
article1-col1: ದೂರ ದೃಷ್ಟಿ ವಾರ್ತಾ ಬೀದರ, ಆಗಸ್ಟ 22 : ನಗರದಲ್ಲಿ ಕಳಪೆ ಮತ್ತು ಅಸುರಕ್ಷಿತ ಆಹಾರ ಮಾರಾಟ ಮಾಡುತ್ತಿರುವ ಹೋಟೆಲ್‌ಗಳ ಮೇಲೆ ಸಹಾಯಕ ಆಯುಕ್ತ ಮಹಮ್ಮದ್ ಶಕೀಲ್ ಅವರ ನೇತೃತ್ವದಲ್ಲಿ ಆಹಾರ ಸುರಕ್ಷತಾ ಅಧಿಕಾರಿಗಳ ತಂಡ ನಗರದ ವಿವಿಧ ಹೋಟೆಲ್, ಬಾರ್ ಮತ್ತು ರೆಸ್ಟೋರೆಂಟ್‌ಗಳ ಮೇಲೆ ದಿಢೀರ್ ದಾಳಿ ನಡೆಸಿ ಪರಿಶೀಲನೆ ನಡೆಸಿದ್ದಾರೆ. ಈ ವೇಳೆ ಆಹಾರ ಸುರಕ್ಷತೆ ಮತ್ತು ಗುಣಮಟ್ಟ ಕಾಯ್ದೆ–2006 ನಿಯಮಗಳನ್ನು (200, 259, 356, 504)
article4-col7: ಬದುಕಬೇಕೆಂಬುದು ಅತಿ ಮುಖ್ಯ. ಸೂಕ್ಷ್ಮ ವಲಯ ಎಂದರೆ ಜಾನುವಾರುಗಳು ಕಾಡಿಗೆ ಹೋಗುವ ಹಾಗಿಲ್ಲ, ಜನರು ಕೂಡ ಹೋಗುವ ಹಾಗಿಲ್ಲ, ನೀರಿನ ಬಳಕೆ ಮೇಲೂ ಮಿತಿ ಹಾಕುತ್ತಾರೆ, ಹಾಗಾಗಿ ಇದನ್ನು ಕೃಷಿಗೆ ಬಳಸುವಂತಿಲ್ಲ, ಬೋರ್?ವೆಲ್ ಹಾಕುವ ಹಾಗಿಲ್ಲ, ಟಿಲ್ಲರ್ ಟ್ರ್ಯಾಕ್ಟರ್ ಬಳಸುವಂತಿಲ್ಲ, ರಾಸಾಯನಿಕ ಗೊಬ್ಬರ ಬಳಸುವಂತಿಲ್ಲ, ಸಾವಯವ ಕೃಷಿ ಮಾಡು ಅಂದ್ರೆ ನಾವೆಲ್ಲ ಕಾಡಿಗೆ ಹೋಗಬೇಕಾಗುತ್ತದೆ. ಇದು ಜನ ಜೀವನದ ಮೇಲೆ ತೀವ್ರ ಪರಿಣಾಮ ಬೀರುತ್ತದೆ" ಎಂದು ಜಯಂತ್ ಆತಂಕ ವ್ಯಕ್ತಪಡಿಸಿದರು. ಪರಿಸರ ಪ್ರೇಮಿ ಕುವಾರಸ್ವಾಮಿ ಮಾತನಾಡಿ, "ಕಸ್ತೂರಿ ರಂಗನ್ ವರದಿ ಪ್ರಕಾರ, ಪಶ್ಚಿಮ ಘಟ್ಟ ಗ್ರಾಮಗಳನ್ನು ಪರಿಸರ ಸೂಕ್ಷ್ಮ ವಲಯ ಎಂದು ಹೆಸರುಗಳನ್ನು ಘೋಷಿಸಿದ್ದಾರೆ. ಆದರೆ, ಈ ವರದಿಯನ್ನು ಕರ್ನಾಟಕ ಹಾಗೂ ಕೇರಳ ತಿರಸ್ಕರಿಸಿವೆ. ಕೇಂದ್ರ ಸರ್ಕಾರ ಈಗ ಐದನೇ ಸಲ ಗೆಜೆಟ್ ನೋಟಿಫಿಕೇಶನ್ ಹೊರಡಿಸಿದೆ. ಸಾಗರ, ಹೊಸನಗರ, ತೀರ್ಥಹಳ್ಳಿ ಭಾಗದಲ್ಲಿ ಏನೇನೂ ಯೋಜನೆಗಳು ಬರುತ್ತವೆಯೋ (1161, 1012, 1319, 1535)
photo-western-ghats-paddy (359, 1010, 827, 1222)
article4-col6: ಕಾನೂನು ಜಾರಿ ಮಾಡಬೇಕಾದರೆ, ಆ ಗ್ರಾಮದ ಜನರ ಮುಂದೆ ಸರ್ಕಾರ ಚರ್ಚೆ ಮಾಡಬೇಕು. ಜನರನ್ನು ಕೇಳದೆಯೇ, ಗ್ರಾಮದ ಅಭಿಪ್ರಾಯ ದಾಖಲು ಮಾಡದೆಯೇ, ಇಡೀ ಗ್ರಾಮವನ್ನು ಸೂಕ್ಷ್ಮ ವಲಯವೆಂದು ಘೋಷಣೆ ಮಾಡಿದರೆ, ಜನ ಏನಾಗಬೇಕು? ಗತಿ ಏನು? ಈಗಾಗಲೇ ಜನರು ಕಾಡು ಪ್ರಾಣಿಗಳಿಂದ ಬಹಳಷ್ಟು ಸಮಸ್ಯೆ ಎದುರಿಸುತ್ತಿದ್ದಾರೆ. ಕಾಡಾನೆ ತುಳಿತಕ್ಕೆ ಪ್ರಾಣ ಹಾನಿ, ಮಂಗಗಳಿಂದ ಬೆಳೆ ಹಾನಿಯಾಗುತ್ತಿದೆ. ಜನ ಈಗ ಕಾಡು ಪ್ರಾಣಿಗಳನ್ನು ಎದುರಿಸಿ ಜೀವನ ನಡೆಸುತ್ತಿದ್ದಾರೆ. ಪರಿಸರ ಸೂಕ್ಷ್ಮ ಎಂಬುದು ಇದಕ್ಕಿಂತಲೂ ಕಠೋರವಾದ ಕಾನೂನು. ಹಾಗಾಗಿ ಇದನ್ನು ನಾವು ವಿರೋಧಿಸುತ್ತೇವೆ. ಜನ ವಸತಿ, ಕೃಷಿ ಭೂಮಿ, ಅಭಿವೃದ್ಧಿ ಮೂಲ ಸೌಕರ್ಯಗಳ ಅಭಿವೃದ್ಧಿಗೆ ಯಾವುದೇ ಸಮಸ್ಯೆಯಾಗಬಾರದು. ಸಮಸ್ಯೆ ಆಗಬಹುದು ಎಂಬ ಭಯ ಜನರಲ್ಲಿದೆ. ಹಾಗಾಗಿ ಜನರಿಗೆ ಈ ಆತಂಕವನ್ನು ದೂರ ಮಾಡಿ, ಯಾವುದೇ ಸಮಸ್ಯೆ ಇಲ್ಲ ಎಂದರು. (998, 1012, 1156, 1488)
page-number: Page No 2 (1331, 189, 1399, 206)
masthead-divider-2 (1250, 185, 1251, 214)
photo-children-crossing-stream (1001, 306, 1319, 480)
headline-fake-medicine: ನಕಲಿ ಔಷಧ ತಯಾರಿಕಾ ಜಾಲ ಪತ್ತೆ ಪ್ರಕರಣ: ಜಂಟಿ ಪೊಲೀಸ್ ಆಯುಕ್ತರ ನೇತೃತ್ವದಲ್ಲಿ ಎಸ್‌ಐಟಿ ತನಿಖೆಗೆ ಆದೇಶ (199, 1804, 1144, 1835)
headline-kasturi-rangan: ಕಸ್ತೂರಿ ರಂಗನ್ ವರದಿ ಜಾರಿಗೆ ಕೇಂದ್ರದ ಸಿದ್ಧತೆ: ಪರಿಸರ ಪ್ರೇಮಿಗಳ ಸ್ವಾಗತ, ಜನತೆಯ ವಿರೋಧ ಯಾಕೆ (200, 965, 1040, 995)
article2-col2: ನಕಲಿ ಕೀ ಬಳಸಿಕೊಂಡು ಬೈಕ್‌ಗಳನ್ನು ಕಳ್ಳತನ ಮಾಡಿದ್ದು, ಬಳಿಕ ಪಿರಿಯಾಪಟ್ಟಣ ತಾಲೂಕಿನ ಚಿಕ್ಕನೇರಳೆ, ದೊಡ್ಡನೇರಳೆ, ಸಂಕೇನಹಳ್ಳಿ ಸೇರಿದಂತೆ ಹಳ್ಳಿಯ ಗ್ರಾಮಗಳಲ್ಲಿ ಮಾರಾಟ ಮಾಡಿದ್ದಾನೆ. ಮಾರಾಟದ ಸಂದರ್ಭದಲ್ಲಿ ದಾಖಲೆಗಳನ್ನು ನಂತರ ನೀಡುವುದಾಗಿ ತಿಳಿಸುತ್ತಿದ್ದ. ಈತ ವಿವಿಧ ಪಿರಿಯಾಪಟ್ಟಣ ಠಾಣೆಯಲ್ಲಿ ಸುಲಿಗೆ ಪ್ರಕರಣ ಸಹ ದಾಖಲಾಗಿದ್ದು, ನ್ಯಾಯಾಲಯದಲ್ಲಿ ವಿಚಾರಣೆಯಲ್ಲಿದೆ ಎಂದು ಪೊಲೀಸರು ಮಾಹಿತಿ ನೀಡಿದ್ದಾರೆ. ಬಂಧಿತನಿಂದ ದೇವರಾಜ ಠಾಣೆಯಲ್ಲಿ 9, ಸಿದ್ಧಾರ್ಥನಗರ ಠಾಣೆ 6, ಮೇಟಗಳ್ಳಿ ಠಾಣೆ 7, ವಿಜಯನಗರ ಠಾಣೆ, ಕೆ.ಆರ್. ನಗರ ಪೊಲೀಸ್ ಠಾಣೆಯಲ್ಲಿ ತಲಾ 2 ಪ್ರಕರಣ, ಲಷ್ಕರ್, ಹುಣಸೂರು, ಅರಕಲಗೂಡು, ಹೆಚ್.ಡಿ. ಕೋಟೆ ಠಾಣೆ, ಹಾಸನ ಜಿಲ್ಲೆಯ ಕೊಣನೂರು ಠಾಣೆಯಲ್ಲಿ ತಲಾ ಒಂದೊಂದು ಬೈಕ್ ಸೇರಿದಂತೆ ಒಟ್ಟಾರೆ 33 ಬೈಕ್‌ಗಳನ್ನು ವಶಪಡಿಸಿಕೊಳ್ಳಲಾಗಿದೆ. (518, 635, 825, 790)
